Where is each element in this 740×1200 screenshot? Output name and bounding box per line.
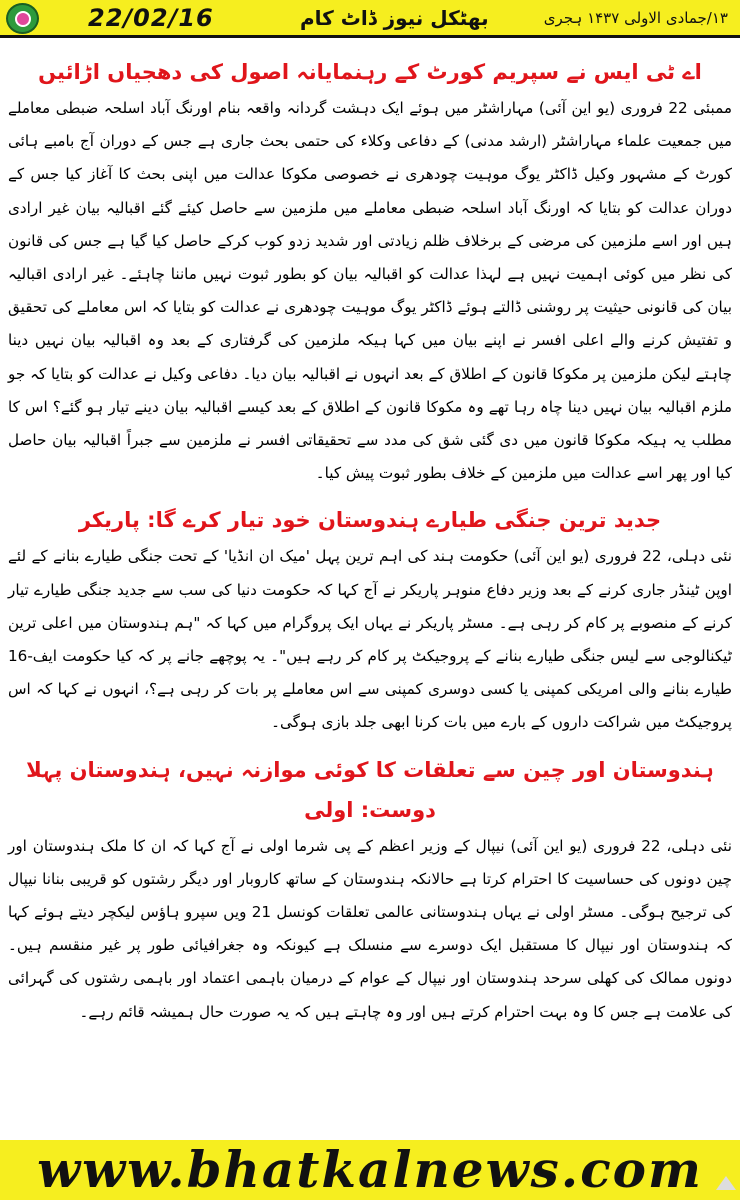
footer-site-url[interactable]: www.bhatkalnews.com bbox=[37, 1140, 703, 1199]
article-body: نئی دہلی، 22 فروری (یو این آئی) نیپال کے وزیر اعظم کے پی شرما اولی نے آج کہا کہ ان کا ملک ہندوستان اور چین دونوں کی حساسیت کا احترام کرتا ہے حالانکہ ہندوستان کے ساتھ کاروبار اور دیگر رشتوں کو قریبی بنانا نیپال کی ترجیح ہوگی۔ مسٹر اولی نے یہاں ہندوستانی عالمی تعلقات کونسل 21 ویں سپرو ہاؤس لیکچر دیتے ہوئے کہا کہ ہندوستان اور نیپال کا مستقبل ایک دوسرے سے منسلک ہے کیونکہ وہ جغرافیائی طور پر غیر منقسم ہیں۔ دونوں ممالک کی کھلی سرحد ہندوستان اور نیپال کے عوام کے درمیان باہمی اعتماد اور باہمی رشتوں کی گہرائی کی علامت ہے جس کا وہ بہت احترام کرتے ہیں اور وہ چاہتے ہیں کہ یہ صورت حال ہمیشہ قائم رہے۔ bbox=[8, 836, 732, 1021]
header-brand: بھٹکل نیوز ڈاٹ کام bbox=[300, 6, 489, 30]
article-headline: ہندوستان اور چین سے تعلقات کا کوئی موازنہ نہیں، ہندوستان پہلا دوست: اولی bbox=[26, 757, 714, 822]
news-content bbox=[8, 52, 732, 1029]
header-date: 22/02/16 bbox=[88, 4, 214, 32]
logo-icon bbox=[6, 3, 39, 34]
article-body: نئی دہلی، 22 فروری (یو این آئی) حکومت ہند کی اہم ترین پہل 'میک ان انڈیا' کے تحت جنگی طیارے بنانے کے لئے اوپن ٹینڈر جاری کرنے کے بعد وزیر دفاع منوہر پاریکر نے آج کہا کہ حکومت دنیا کی سب سے جدید جنگی طیارے تیار کرنے کے منصوبے پر کام کر رہی ہے۔ مسٹر پاریکر نے یہاں ایک پروگرام میں کہا کہ "ہم ہندوستان میں اعلی ترین ٹیکنالوجی سے لیس جنگی طیارے بنانے کے پروجیکٹ پر کام کر رہے ہیں"۔ یہ پوچھے جانے پر کہ کیا حکومت ایف-16 طیارے بنانے والی امریکی کمپنی یا کسی دوسری کمپنی سے اس معاملے پر بات کر رہی ہے؟، انہوں نے کہا کہ اس پروجیکٹ میں شراکت داروں کے بارے میں بات کرنا ابھی جلد بازی ہوگی۔ bbox=[8, 547, 732, 732]
scroll-up-icon[interactable] bbox=[716, 1176, 736, 1190]
page-footer bbox=[0, 1140, 740, 1200]
article-body: ممبئی 22 فروری (یو این آئی) مہاراشٹر میں ہوئے ایک دہشت گردانہ واقعہ بنام اورنگ آباد اسلحہ ضبطی معاملے میں جمعیت علماء مہاراشٹر (ارشد مدنی) کے دفاعی وکلاء کی حتمی بحث جاری ہے جس کے دوران آج بامبے ہائی کورٹ کے مشہور وکیل ڈاکٹر یوگ موہیت چودھری نے خصوصی مکوکا عدالت میں اپنی بحث کا آغاز کیا جس کے دوران عدالت کو بتایا کہ اورنگ آباد اسلحہ ضبطی معاملے میں ملزمین سے حاصل کیئے گئے اقبالیہ بیان غیر ارادی ہیں اور اسے ملزمین کی مرضی کے برخلاف ظلم زیادتی اور شدید زدو کوب کرکے حاصل کیا گیا ہے جس کی قانون کی نظر میں کوئی اہمیت نہیں ہے لہذا عدالت کو اقبالیہ بیان کو بطور ثبوت نہیں ماننا چاہئے۔ غیر ارادی اقبالیہ بیان کی قانونی حیثیت پر روشنی ڈالتے ہوئے ڈاکٹر یوگ موہیت چودھری نے عدالت کو بتایا کہ اس معاملے کی تحقیق و تفتیش کرنے والے اعلی افسر نے اپنے بیان میں کہا ہیکہ ملزمین کی گرفتاری کے بعد وہ اقبالیہ بیان نہیں دینا چاہتے لیکن ملزمین پر مکوکا قانون کے اطلاق کے بعد انہوں نے اقبالیہ بیان دیا۔ دفاعی وکیل نے عدالت کو بتایا کہ جو ملزم اقبالیہ بیان نہیں دینا چاہ رہا تھے وہ مکوکا قانون کے اطلاق کے بعد کیسے اقبالیہ بیان دینے تیار ہو گئے؟ اس کا مطلب یہ ہیکہ مکوکا قانون میں دی گئی شق کی مدد سے تحقیقاتی افسر نے ملزمین سے جبراً اقبالیہ بیان حاصل کیا اور پھر اسے عدالت میں ملزمین کے خلاف بطور ثبوت پیش کیا۔ bbox=[8, 99, 732, 483]
page-header bbox=[0, 0, 740, 38]
article-headline: اے ٹی ایس نے سپریم کورٹ کے رہنمایانہ اصول کی دھجیاں اڑائیں bbox=[38, 60, 702, 84]
header-hijri-date: ۱۳/جمادی الاولی ۱۴۳۷ ہجری bbox=[543, 9, 728, 27]
article-headline: جدید ترین جنگی طیارے ہندوستان خود تیار کرے گا: پاریکر bbox=[78, 508, 662, 533]
